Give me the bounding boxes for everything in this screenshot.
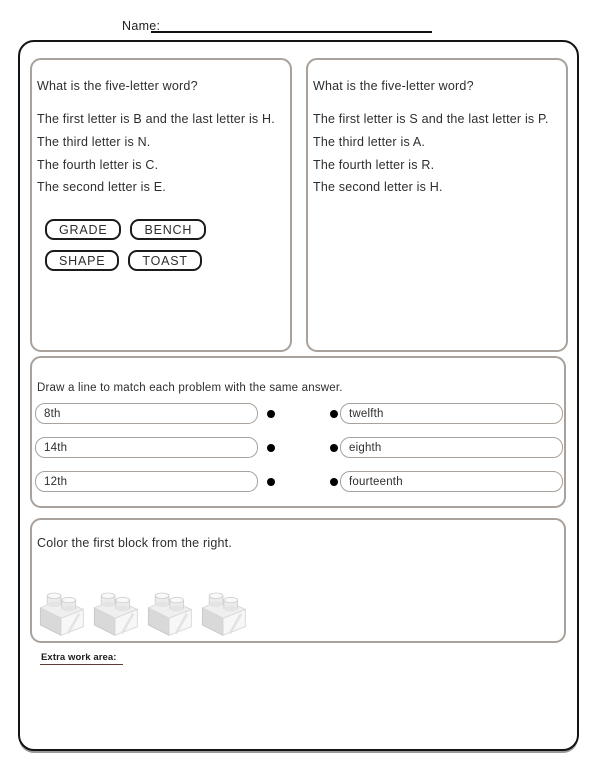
matching-instruction: Draw a line to match each problem with the same answer.	[37, 382, 343, 394]
match-right-item[interactable]: eighth	[340, 437, 563, 458]
puzzle-clue: The first letter is B and the last letter is H.	[37, 112, 275, 126]
puzzle-question: What is the five-letter word?	[37, 79, 198, 93]
word-puzzle-right	[306, 58, 568, 352]
matching-section	[30, 356, 566, 508]
answer-option[interactable]: SHAPE	[45, 250, 119, 271]
puzzle-clue: The third letter is A.	[313, 134, 426, 149]
block-icon[interactable]	[197, 582, 249, 637]
puzzle-clue: The first letter is S and the last letter is P.	[313, 112, 549, 126]
block-icon[interactable]	[89, 582, 141, 637]
match-dot-right[interactable]	[330, 444, 338, 452]
match-dot-left[interactable]	[267, 444, 275, 452]
match-dot-left[interactable]	[267, 478, 275, 486]
answer-options	[45, 219, 277, 271]
puzzle-clue: The fourth letter is C.	[37, 157, 159, 172]
coloring-instruction: Color the first block from the right.	[37, 536, 232, 550]
match-left-item[interactable]: 12th	[35, 471, 258, 492]
match-row	[35, 437, 564, 458]
match-right-item[interactable]: fourteenth	[340, 471, 563, 492]
puzzle-clue: The second letter is E.	[37, 180, 166, 195]
match-row	[35, 403, 564, 424]
blocks-row	[35, 582, 564, 637]
block-icon[interactable]	[143, 582, 195, 637]
match-row	[35, 471, 564, 492]
block-icon[interactable]	[35, 582, 87, 637]
answer-option[interactable]: TOAST	[128, 250, 201, 271]
extra-work-label: Extra work area:	[40, 652, 123, 665]
puzzle-clue: The third letter is N.	[37, 134, 151, 149]
coloring-section	[30, 518, 566, 643]
name-fill-in-line[interactable]	[151, 14, 432, 33]
name-label: Name:	[122, 19, 161, 33]
word-puzzle-left	[30, 58, 292, 352]
match-left-item[interactable]: 8th	[35, 403, 258, 424]
match-dot-right[interactable]	[330, 410, 338, 418]
answer-option[interactable]: BENCH	[130, 219, 206, 240]
answer-option[interactable]: GRADE	[45, 219, 121, 240]
match-left-item[interactable]: 14th	[35, 437, 258, 458]
puzzle-clue: The second letter is H.	[313, 180, 443, 195]
match-dot-left[interactable]	[267, 410, 275, 418]
puzzle-question: What is the five-letter word?	[313, 79, 474, 93]
puzzle-clue: The fourth letter is R.	[313, 157, 435, 172]
match-dot-right[interactable]	[330, 478, 338, 486]
match-right-item[interactable]: twelfth	[340, 403, 563, 424]
